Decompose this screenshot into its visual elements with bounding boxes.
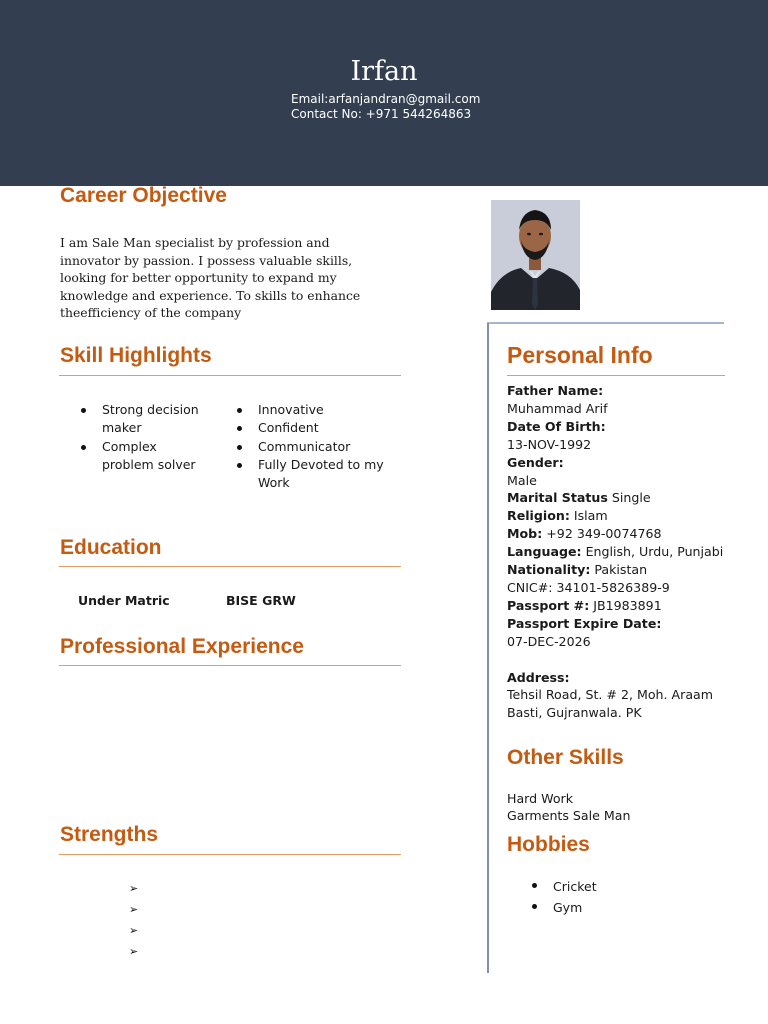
address-label: Address:: [507, 669, 570, 685]
mobile-label: Mob:: [507, 526, 543, 542]
hobby-text: Gym: [553, 900, 583, 915]
skill-text: problem solver: [102, 456, 196, 472]
skill-text: Fully Devoted to my: [258, 456, 384, 472]
language-value: English, Urdu, Punjabi: [581, 544, 724, 560]
personal-info-block: [507, 382, 747, 722]
father-name-value: Muhammad Arif: [507, 400, 608, 416]
list-item: [235, 456, 405, 493]
skill-text: Strong decision: [102, 402, 199, 417]
education-board: BISE GRW: [226, 593, 296, 608]
marital-status-value: Single: [607, 490, 651, 506]
list-item: [235, 401, 405, 419]
section-divider: [507, 375, 725, 376]
other-skill-item: Garments Sale Man: [507, 808, 631, 823]
dob-label: Date Of Birth:: [507, 418, 606, 434]
career-line: I am Sale Man specialist by profession and: [60, 235, 330, 250]
hobby-text: Cricket: [553, 879, 597, 894]
skills-list-right: [235, 401, 405, 492]
dob-value: 13-NOV-1992: [507, 436, 592, 452]
arrow-bullet-icon: ➢: [129, 925, 139, 937]
nationality-value: Pakistan: [590, 562, 648, 578]
marital-status-label: Marital Status: [507, 490, 608, 506]
hobbies-list: [530, 876, 680, 918]
education-level: Under Matric: [78, 593, 170, 608]
profile-photo: [491, 200, 580, 310]
address-line: Tehsil Road, St. # 2, Moh. Araam: [507, 687, 714, 703]
contact-block: [291, 92, 480, 122]
father-name-label: Father Name:: [507, 383, 604, 398]
list-item: [530, 876, 680, 897]
strengths-heading: Strengths: [60, 823, 159, 846]
professional-experience-heading: Professional Experience: [60, 635, 304, 658]
career-line: looking for better opportunity to expand my: [60, 270, 337, 285]
skill-highlights-heading: Skill Highlights: [60, 344, 212, 367]
education-heading: Education: [60, 536, 162, 559]
skill-text: Work: [258, 475, 290, 491]
list-item: [235, 438, 405, 456]
career-objective-text: [60, 234, 380, 322]
other-skill-item: Hard Work: [507, 791, 574, 806]
section-divider: [59, 566, 401, 567]
passport-expire-label: Passport Expire Date:: [507, 615, 662, 631]
passport-value: JB1983891: [589, 597, 662, 613]
skill-text: Innovative: [258, 402, 324, 417]
section-divider: [59, 665, 401, 666]
language-label: Language:: [507, 544, 582, 560]
career-line: innovator by passion. I possess valuable skills,: [60, 252, 353, 268]
list-item: [235, 419, 405, 437]
nationality-label: Nationality:: [507, 562, 591, 578]
gender-value: Male: [507, 472, 537, 488]
career-line: theefficiency of the company: [60, 305, 242, 320]
phone-text: Contact No: +971 544264863: [291, 107, 472, 121]
passport-expire-value: 07-DEC-2026: [507, 633, 591, 649]
other-skills-heading: Other Skills: [507, 746, 624, 769]
candidate-name: Irfan: [350, 56, 418, 87]
list-item: [530, 897, 680, 918]
religion-value: Islam: [569, 508, 608, 524]
passport-label: Passport #:: [507, 597, 590, 613]
section-divider: [59, 854, 401, 855]
skill-text: Communicator: [258, 438, 351, 454]
column-divider: [487, 323, 489, 973]
gender-label: Gender:: [507, 454, 564, 470]
email-text: Email:arfanjandran@gmail.com: [291, 92, 481, 106]
religion-label: Religion:: [507, 508, 570, 524]
mobile-value: +92 349-0074768: [542, 526, 662, 542]
skill-text: Complex: [102, 438, 157, 454]
personal-info-heading: Personal Info: [507, 342, 653, 368]
skill-text: Confident: [258, 420, 319, 436]
career-line: knowledge and experience. To skills to enhance: [60, 287, 361, 303]
arrow-bullet-icon: ➢: [129, 883, 139, 895]
arrow-bullet-icon: ➢: [129, 904, 139, 916]
skills-list-left: [79, 401, 229, 474]
address-line: Basti, Gujranwala. PK: [507, 705, 642, 721]
cnic-text: CNIC#: 34101-5826389-9: [507, 579, 670, 595]
arrow-bullet-icon: ➢: [129, 946, 139, 958]
list-item: [79, 401, 229, 438]
skill-text: maker: [102, 420, 142, 436]
list-item: [79, 438, 229, 475]
career-objective-heading: Career Objective: [60, 184, 227, 207]
column-top-line: [487, 322, 724, 324]
section-divider: [59, 375, 401, 376]
hobbies-heading: Hobbies: [507, 833, 590, 856]
